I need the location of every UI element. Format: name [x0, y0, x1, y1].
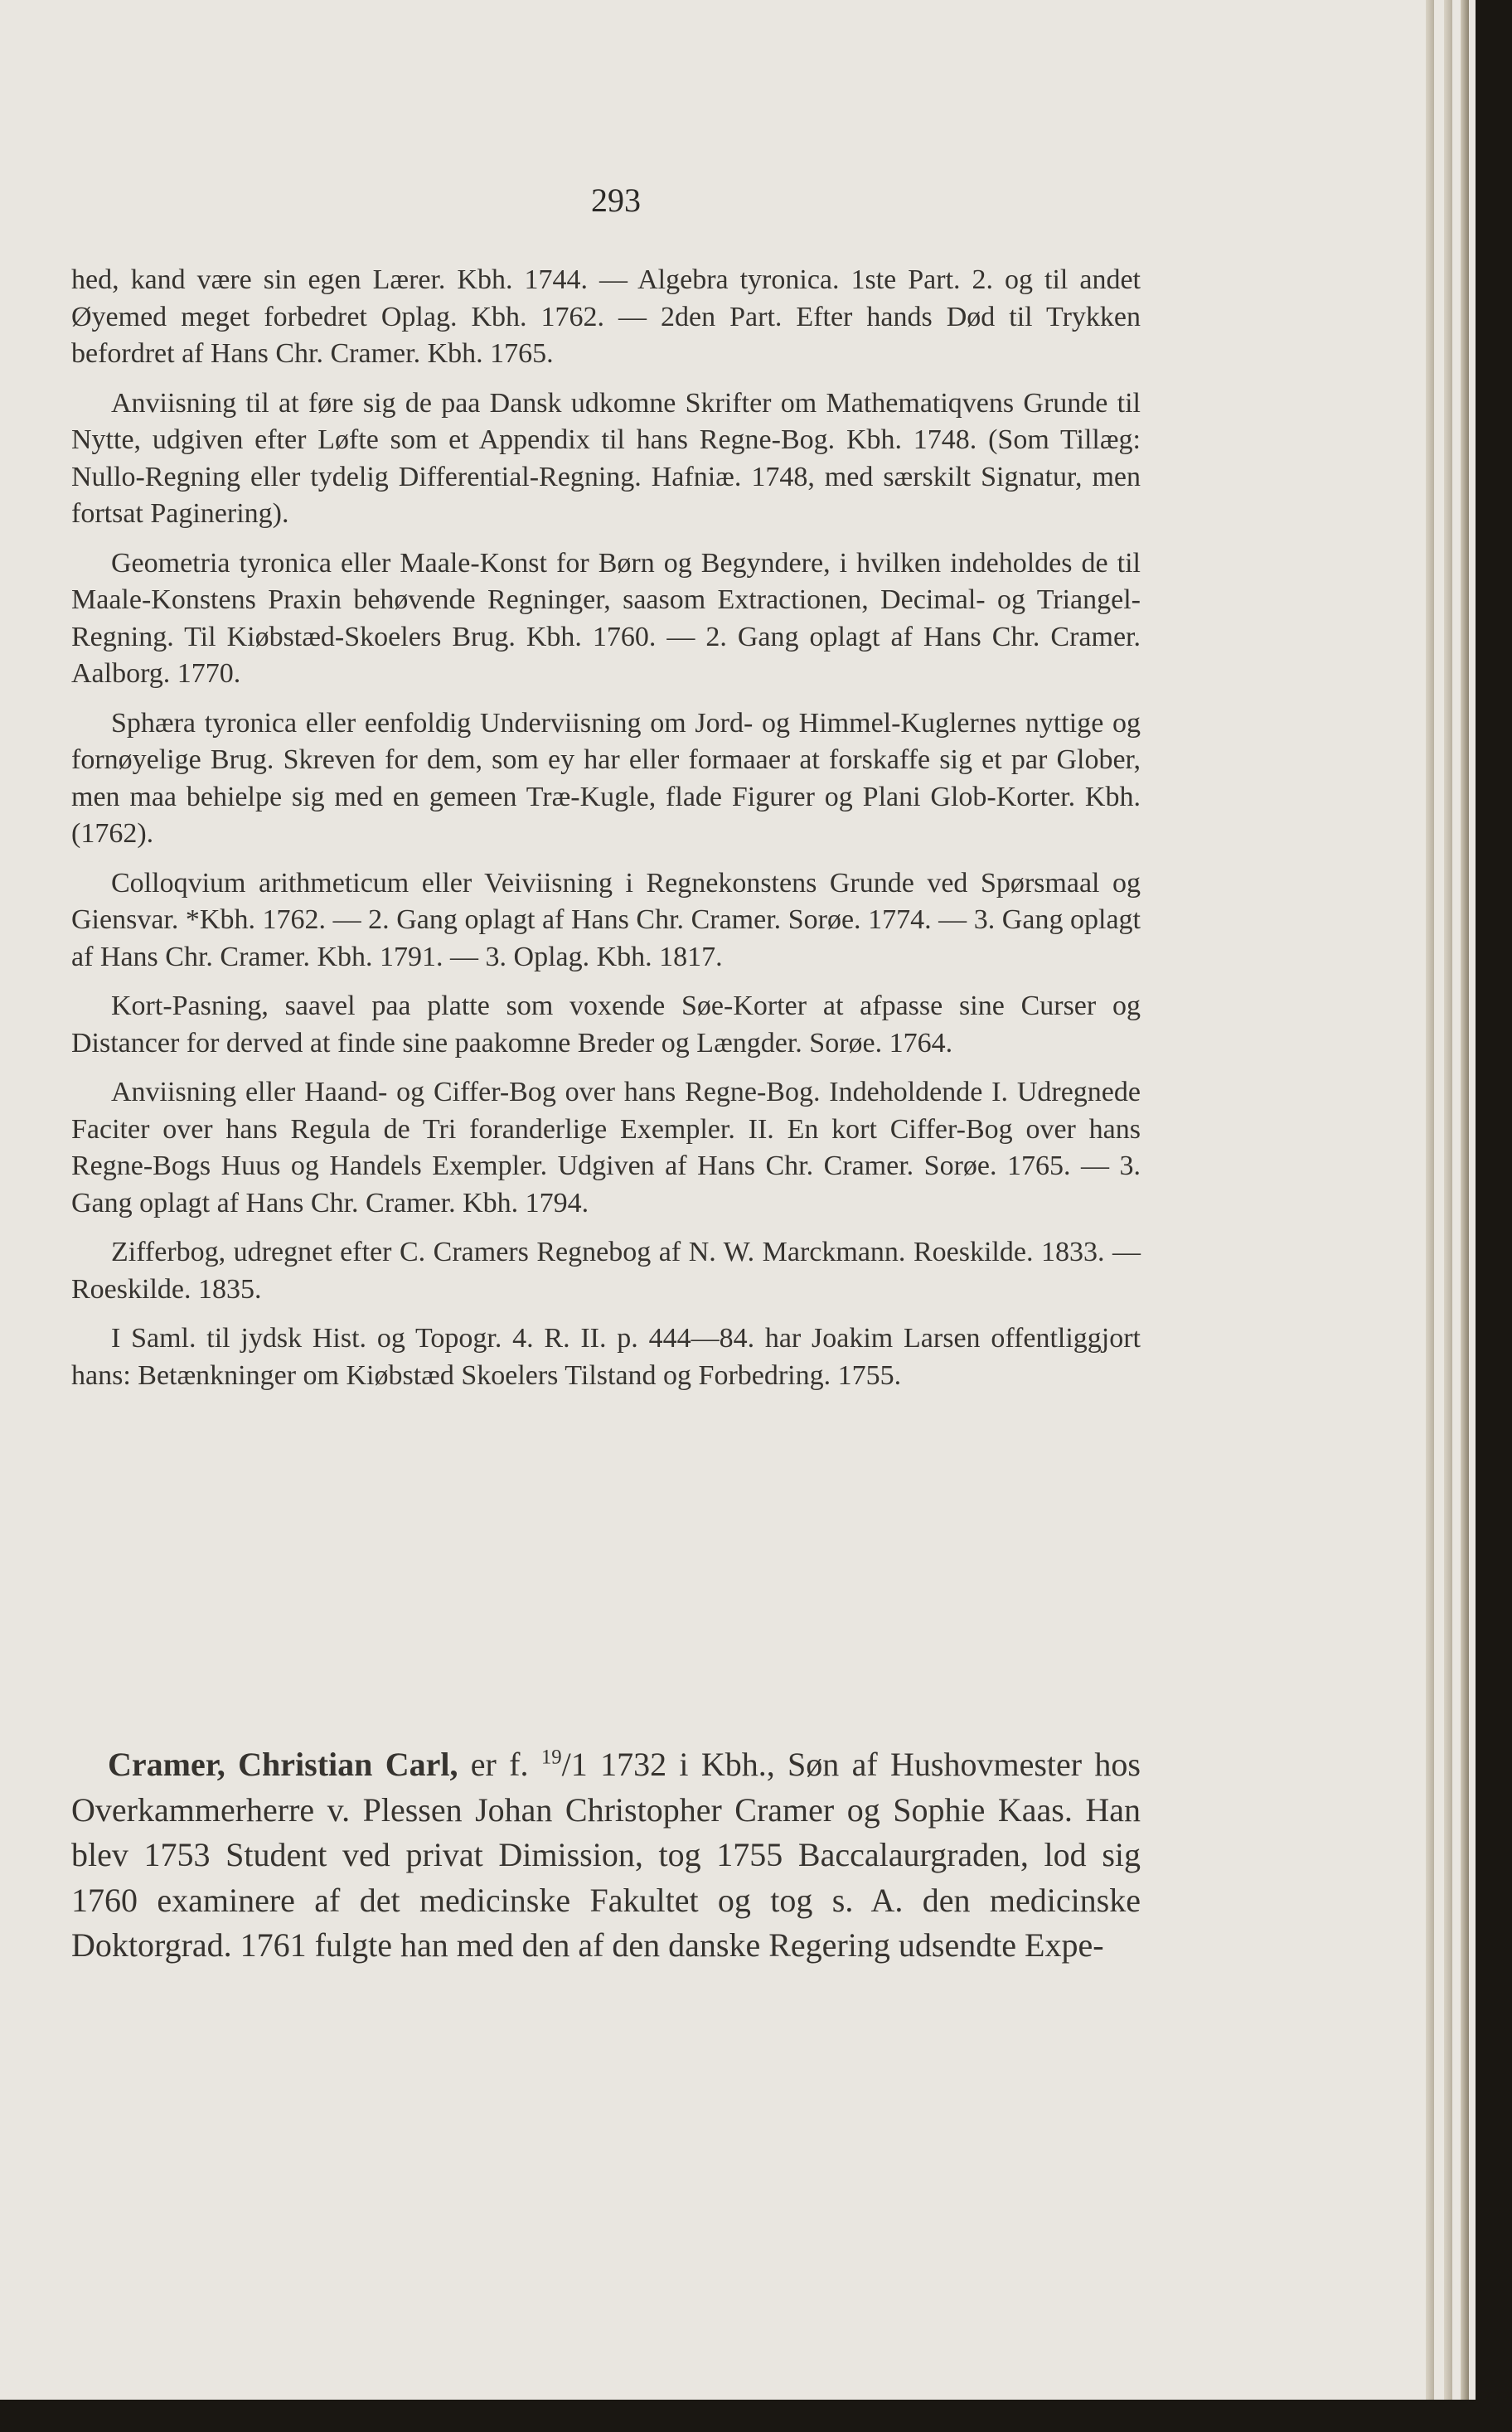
bibliography-entry: I Saml. til jydsk Hist. og Topogr. 4. R. II. p. 444—84. har Joakim Larsen offentliggjort hans: Betænkninger om Kiøbstæd Skoelers Tilstand og Forbedring. 1755. — [71, 1323, 1141, 1391]
bibliography-entry: Zifferbog, udregnet efter C. Cramers Regnebog af N. W. Marckmann. Roeskilde. 1833. — Roeskilde. 1835. — [71, 1237, 1141, 1305]
birth-date-prefix: er f. — [458, 1746, 541, 1783]
page-number: 293 — [591, 182, 641, 219]
bibliography-entry: Geometria tyronica eller Maale-Konst for Børn og Begyndere, i hvilken indeholdes de til Maale-Konstens Praxin behøvende Regninger, saasom Extractionen, Decimal- og Triangel-Regning. Til Kiøbstæd-Skoelers Brug. Kbh. 1760. — 2. Gang oplagt af Hans Chr. Cramer. Aalborg. 1770. — [71, 547, 1141, 689]
bibliography-entry: hed, kand være sin egen Lærer. Kbh. 1744. — Algebra tyronica. 1ste Part. 2. og til andet Øyemed meget forbedret Oplag. Kbh. 1762. — 2den Part. Efter hands Død til Trykken befordret af Hans Chr. Cramer. Kbh. 1765. — [71, 264, 1141, 369]
bibliography-entry: Anviisning eller Haand- og Ciffer-Bog over hans Regne-Bog. Indeholdende I. Udregnede Faciter over hans Regula de Tri foranderlige Exempler. II. En kort Ciffer-Bog over hans Regne-Bogs Huus og Handels Exempler. Udgiven af Hans Chr. Cramer. Sorøe. 1765. — 3. Gang oplagt af Hans Chr. Cramer. Kbh. 1794. — [71, 1077, 1141, 1218]
bibliography-entry: Colloqvium arithmeticum eller Veiviisning i Regnekonstens Grunde ved Spørsmaal og Giensvar. *Kbh. 1762. — 2. Gang oplagt af Hans Chr. Cramer. Sorøe. 1774. — 3. Gang oplagt af Hans Chr. Cramer. Kbh. 1791. — 3. Oplag. Kbh. 1817. — [71, 867, 1141, 972]
page-edge — [1426, 0, 1434, 2400]
bibliography-entry: Sphæra tyronica eller eenfoldig Underviisning om Jord- og Himmel-Kuglernes nyttige og fornøyelige Brug. Skreven for dem, som ey har eller formaaer at forskaffe sig et par Glober, men maa behielpe sig med en gemeen Træ-Kugle, flade Figurer og Plani Glob-Korter. Kbh. (1762). — [71, 707, 1141, 849]
bibliography-entry: Anviisning til at føre sig de paa Dansk udkomne Skrifter om Mathematiqvens Grunde til Nytte, udgiven efter Løfte som et Appendix til hans Regne-Bog. Kbh. 1748. (Som Tillæg: Nullo-Regning eller tydelig Differential-Regning. Hafniæ. 1748, med særskilt Signatur, men fortsat Paginering). — [71, 387, 1141, 529]
birth-day: 19 — [540, 1746, 562, 1769]
page-edge — [1444, 0, 1452, 2400]
biography-text: 1732 i Kbh., Søn af Hushovmester hos Overkammerherre v. Plessen Johan Christopher Cramer og Sophie Kaas. Han blev 1753 Student ved privat Dimission, tog 1755 Baccalaurgraden, lod sig 1760 examinere af det medicinske Fakultet og tog s. A. den medicinske Doktorgrad. 1761 fulgte han med den af den danske Regering udsendte Expe- — [71, 1746, 1141, 1964]
biography-name: Cramer, Christian Carl, — [108, 1746, 458, 1783]
bibliography-entry: Kort-Pasning, saavel paa platte som voxende Søe-Korter at afpasse sine Curser og Distancer for derved at finde sine paakomne Breder og Længder. Sorøe. 1764. — [71, 991, 1141, 1059]
birth-month: /1 — [561, 1746, 588, 1783]
biography-paragraph — [71, 1742, 1141, 1969]
page-edge — [1461, 0, 1469, 2400]
bibliography-list — [71, 262, 1141, 1407]
